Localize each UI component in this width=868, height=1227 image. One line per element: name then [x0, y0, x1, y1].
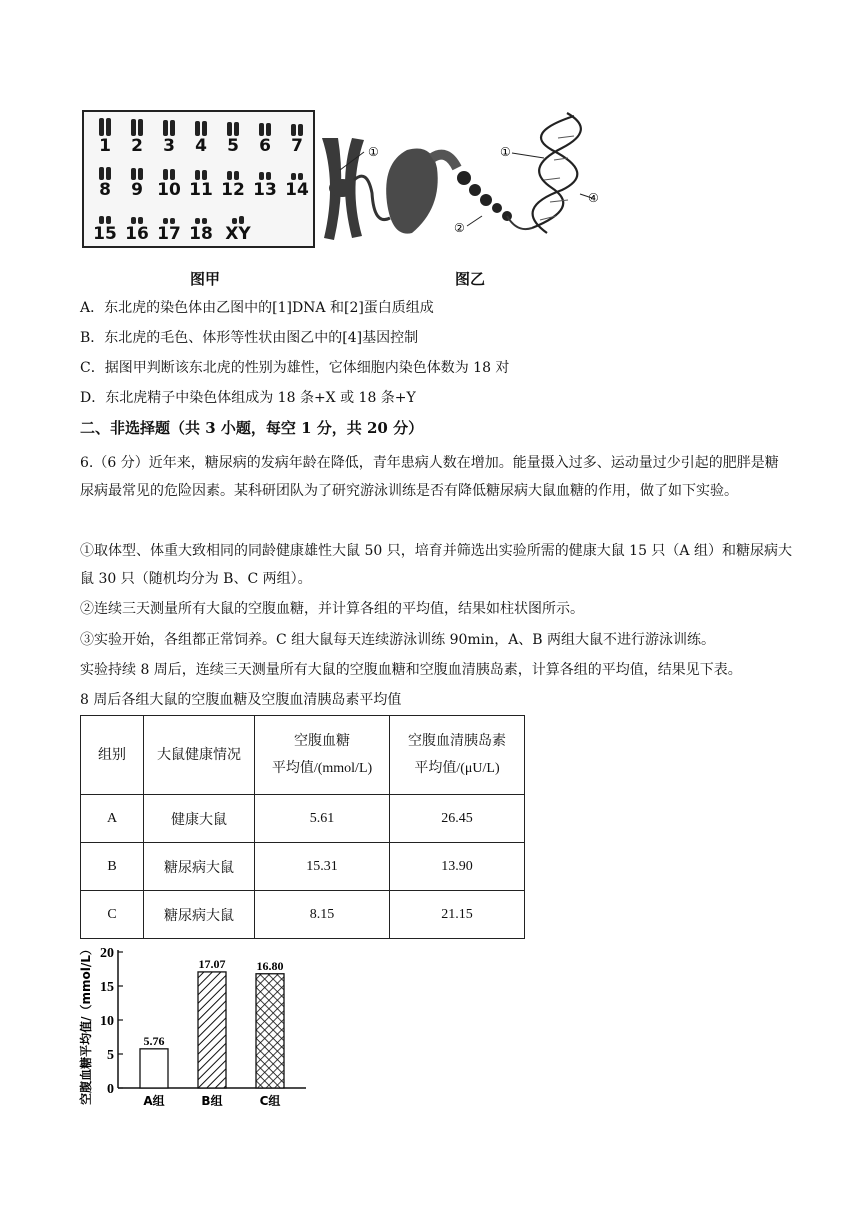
karyotype-number: 17: [157, 224, 181, 244]
y-tick-label: 10: [100, 1014, 114, 1029]
karyotype-pair: [90, 204, 120, 244]
karyotype-number: 7: [291, 136, 303, 156]
table-cell: 糖尿病大鼠: [144, 891, 255, 939]
chromosome-pair-icon: [186, 160, 216, 180]
karyotype-pair: [122, 116, 152, 156]
karyotype-pair: [218, 204, 258, 244]
chromosome-pair-icon: [90, 160, 120, 180]
karyotype-pair: [154, 116, 184, 156]
dna-double-helix: [532, 113, 581, 233]
karyotype-pair: [186, 204, 216, 244]
karyotype-pair: [250, 160, 280, 200]
label-2: ②: [454, 221, 465, 235]
karyotype-pair: [186, 160, 216, 200]
question-step-1: ①取体型、体重大致相同的同龄健康雄性大鼠 50 只，培育并筛选出实验所需的健康大鼠 15 只（A 组）和糖尿病大鼠 30 只（随机均分为 B、C 两组）。: [80, 543, 792, 587]
coiled-chromatin: [386, 148, 438, 233]
karyotype-pair: [218, 160, 248, 200]
x-chromosome: [322, 138, 364, 240]
table-cell: 15.31: [255, 843, 390, 891]
label-1-helix: ①: [500, 145, 511, 159]
figure-b-caption: 图乙: [455, 270, 486, 288]
karyotype-figure: [82, 110, 315, 248]
y-tick-label: 0: [107, 1082, 114, 1097]
chromosome-pair-icon: [122, 160, 152, 180]
bar-A组: [140, 1049, 168, 1088]
karyotype-pair: [282, 160, 312, 200]
karyotype-number: 8: [99, 180, 111, 200]
chromosome-pair-icon: [282, 116, 312, 136]
karyotype-number: 16: [125, 224, 149, 244]
table-cell: 5.61: [255, 795, 390, 843]
y-tick-label: 20: [100, 946, 114, 961]
karyotype-number: 2: [131, 136, 143, 156]
karyotype-number: 5: [227, 136, 239, 156]
chromosome-pair-icon: [218, 116, 248, 136]
chromosome-pair-icon: [282, 160, 312, 180]
bar-value-label: 5.76: [143, 1033, 165, 1048]
karyotype-pair: [186, 116, 216, 156]
glucose-bar-chart: [78, 936, 318, 1112]
header-glucose: 空腹血糖 平均值/(mmol/L): [255, 716, 390, 795]
karyotype-number: 1: [99, 136, 111, 156]
table-cell: 健康大鼠: [144, 795, 255, 843]
table-row: [81, 843, 525, 891]
table-row: [81, 795, 525, 843]
karyotype-pair: [90, 116, 120, 156]
label-4: ④: [588, 191, 599, 205]
karyotype-number: 9: [131, 180, 143, 200]
bar-value-label: 16.80: [256, 958, 284, 973]
chromosome-dna-diagram: [312, 108, 602, 258]
figure-a-caption: 图甲: [190, 270, 221, 288]
bar-B组: [198, 972, 226, 1088]
karyotype-pair: [218, 116, 248, 156]
option-a: A．东北虎的染色体由乙图中的[1]DNA 和[2]蛋白质组成: [80, 300, 434, 316]
chromosome-pair-icon: [90, 116, 120, 136]
header-health: 大鼠健康情况: [144, 716, 255, 795]
question-step-2: ②连续三天测量所有大鼠的空腹血糖，并计算各组的平均值，结果如柱状图所示。: [80, 601, 584, 617]
table-cell: 8.15: [255, 891, 390, 939]
karyotype-pair: [250, 116, 280, 156]
question-result: 实验持续 8 周后，连续三天测量所有大鼠的空腹血糖和空腹血清胰岛素，计算各组的平均值，结果见下表。: [80, 662, 742, 678]
option-b: B．东北虎的毛色、体形等性状由图乙中的[4]基因控制: [80, 330, 419, 346]
chromosome-pair-icon: [122, 204, 152, 224]
chromosome-pair-icon: [154, 204, 184, 224]
chromosome-pair-icon: [218, 160, 248, 180]
table-row: [81, 891, 525, 939]
karyotype-number: 14: [285, 180, 309, 200]
karyotype-number: XY: [225, 224, 251, 244]
chromosome-pair-icon: [186, 204, 216, 224]
results-table: [80, 715, 525, 939]
section-heading: 二、非选择题（共 3 小题，每空 1 分，共 20 分）: [80, 419, 424, 437]
karyotype-number: 12: [221, 180, 245, 200]
category-label: C组: [259, 1094, 281, 1108]
karyotype-number: 4: [195, 136, 207, 156]
karyotype-number: 3: [163, 136, 175, 156]
chromosome-pair-icon: [122, 116, 152, 136]
header-group: 组别: [81, 716, 144, 795]
chromosome-pair-icon: [250, 160, 280, 180]
category-label: B组: [201, 1094, 223, 1108]
karyotype-number: 6: [259, 136, 271, 156]
table-cell: A: [81, 795, 144, 843]
karyotype-pair: [122, 160, 152, 200]
category-label: A组: [143, 1094, 165, 1108]
karyotype-pair: [154, 204, 184, 244]
option-d: D．东北虎精子中染色体组成为 18 条+X 或 18 条+Y: [80, 390, 416, 406]
chromosome-pair-icon: [154, 116, 184, 136]
karyotype-number: 15: [93, 224, 117, 244]
table-cell: B: [81, 843, 144, 891]
karyotype-number: 13: [253, 180, 277, 200]
table-cell: 21.15: [390, 891, 525, 939]
karyotype-number: 11: [189, 180, 213, 200]
bar-C组: [256, 974, 284, 1088]
table-cell: C: [81, 891, 144, 939]
karyotype-number: 18: [189, 224, 213, 244]
karyotype-pair: [154, 160, 184, 200]
y-axis-label: 空腹血糖平均值/（mmol/L）: [79, 943, 93, 1105]
karyotype-pair: [282, 116, 312, 156]
karyotype-pair: [122, 204, 152, 244]
karyotype-pair: [90, 160, 120, 200]
label-1: ①: [368, 145, 379, 159]
bar-value-label: 17.07: [198, 956, 226, 971]
table-cell: 糖尿病大鼠: [144, 843, 255, 891]
option-c: C．据图甲判断该东北虎的性别为雄性，它体细胞内染色体数为 18 对: [80, 360, 510, 376]
question-intro: 6.（6 分）近年来，糖尿病的发病年龄在降低，青年患病人数在增加。能量摄入过多、运动量过少引起的肥胖是糖尿病最常见的危险因素。某科研团队为了研究游泳训练是否有降低糖尿病大鼠血糖的作用，做了如下实验。: [80, 455, 779, 499]
chromosome-pair-icon: [186, 116, 216, 136]
table-cell: 26.45: [390, 795, 525, 843]
nucleosome-beads: [457, 171, 512, 221]
y-tick-label: 5: [107, 1048, 114, 1063]
question-step-3: ③实验开始，各组都正常饲养。C 组大鼠每天连续游泳训练 90min，A、B 两组大鼠不进行游泳训练。: [80, 632, 716, 648]
chromosome-pair-icon: [250, 116, 280, 136]
header-insulin: 空腹血清胰岛素 平均值/(μU/L): [390, 716, 525, 795]
karyotype-number: 10: [157, 180, 181, 200]
y-tick-label: 15: [100, 980, 114, 995]
chromosome-pair-icon: [154, 160, 184, 180]
table-title: 8 周后各组大鼠的空腹血糖及空腹血清胰岛素平均值: [80, 692, 402, 708]
chromosome-pair-icon: [218, 204, 258, 224]
chromosome-pair-icon: [90, 204, 120, 224]
table-cell: 13.90: [390, 843, 525, 891]
